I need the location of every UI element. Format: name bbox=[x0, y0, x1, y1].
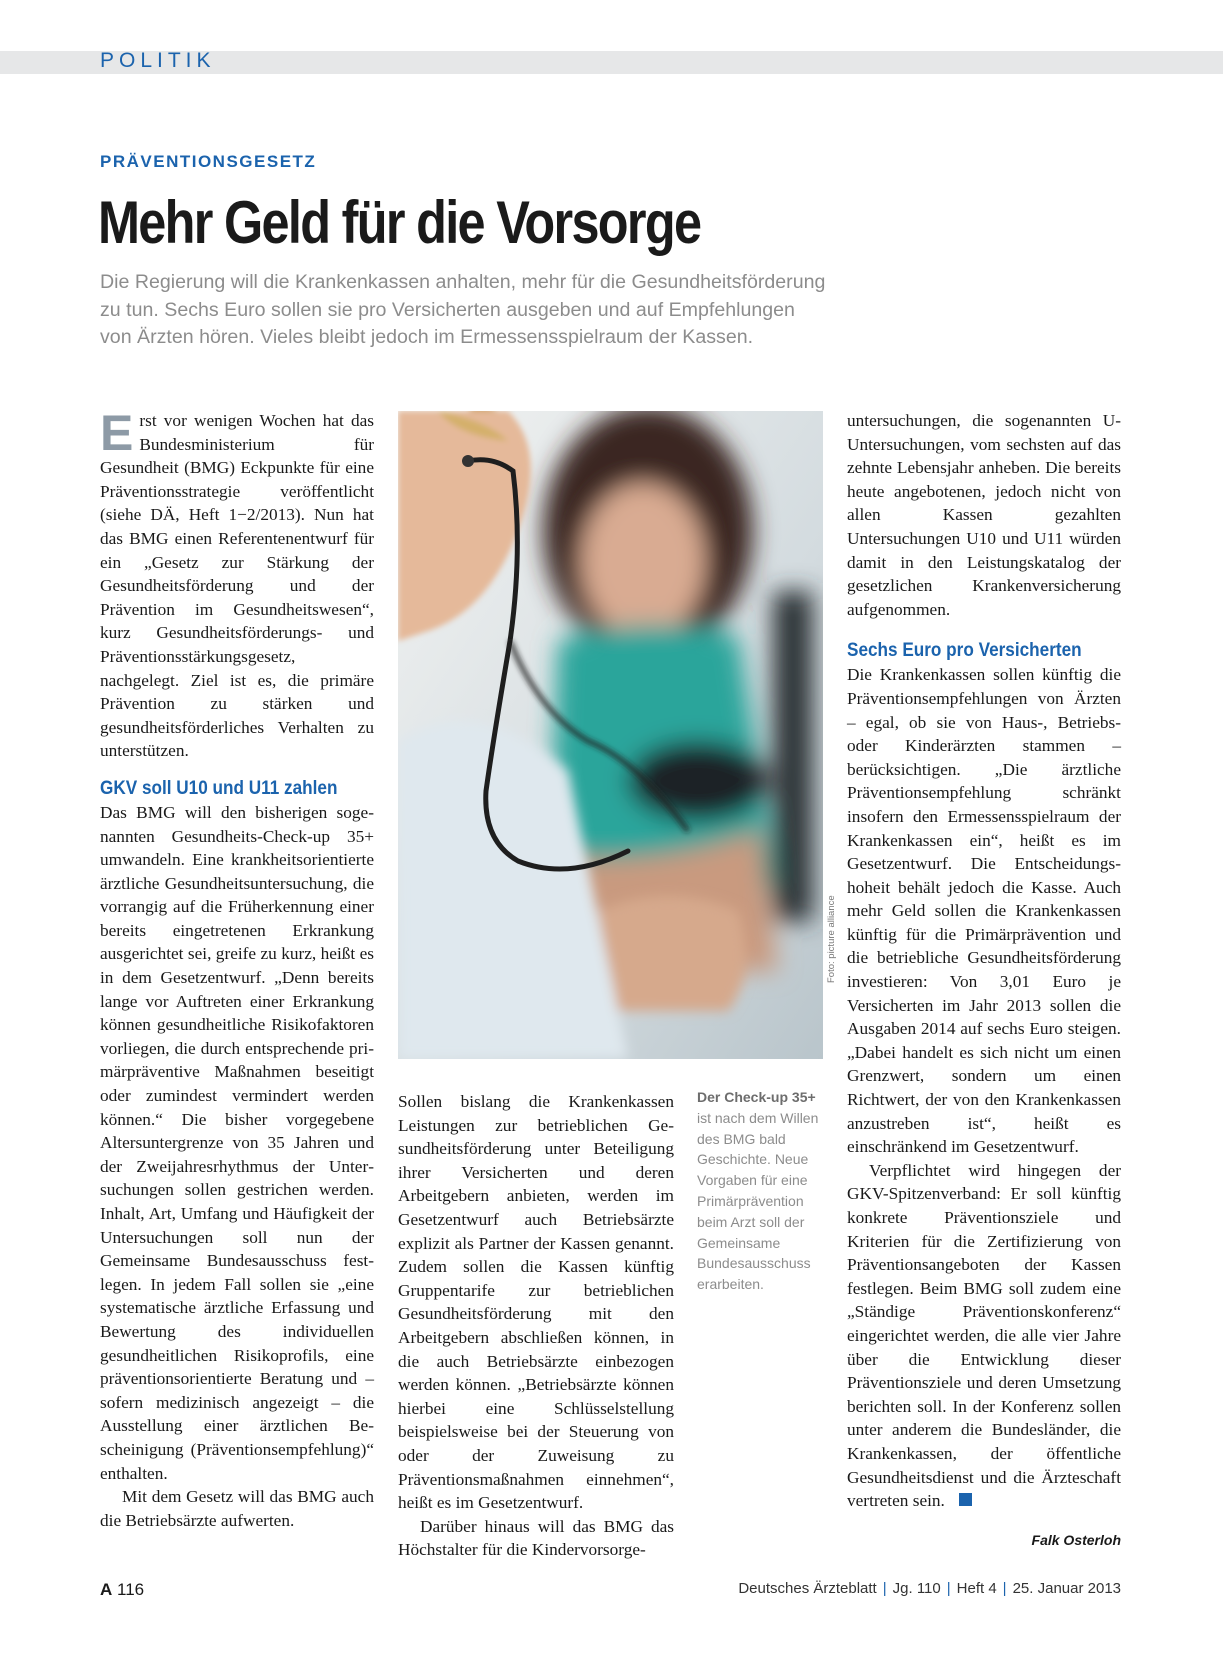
caption-text: ist nach dem Willen des BMG bald Geschichte. Neue Vorgaben für eine Primärprävention beim Arzt soll der Gemeinsame Bundesausschuss erarbeiten. bbox=[697, 1109, 819, 1293]
subheading-gkv: GKV soll U10 und U11 zahlen bbox=[100, 776, 338, 799]
lede bbox=[100, 269, 980, 352]
section-label: POLITIK bbox=[100, 49, 216, 72]
article-column-2 bbox=[398, 1090, 674, 1562]
closing-text: Verpflichtet wird hingegen der GKV-Spitzenverband: Er soll künftig konkrete Präventionsziele und Kriterien für die Zertifizierung von Präventionsangeboten der Kassen festlegen. Beim BMG soll zudem eine „Ständige Präventionskonferenz“ eingerichtet werden, die alle vier Jahre über die Entwicklung dieser Präventionsziele und deren Umsetzung berichten soll. In der Konferenz sollen unter anderem die Bundesländer, die Krankenkassen, der öffentliche Gesundheitsdienst und die Ärzteschaft vertreten sein. bbox=[847, 1160, 1121, 1511]
photo-credit: Foto: picture alliance bbox=[826, 895, 837, 983]
paragraph: Sollen bislang die Krankenkassen Leistungen zur betrieblichen Gesundheitsförderung unter Beteiligung ihrer Versicherten und deren Arbeitgebern anbieten, werden im Gesetzentwurf auch Betriebsärzte explizit als Partner der Kassen genannt. Zudem sollen die Kassen künftig Gruppentarife zur betrieblichen Gesundheitsförderung mit den Arbeitgebern abschließen können, in die auch Betriebsärzte einbezogen werden können. „Betriebsärzte können hierbei eine Schlüsselstellung beispielsweise bei der Steuerung von oder der Zuweisung zu Präventionsmaßnahmen einnehmen“, heißt es im Gesetzentwurf. bbox=[398, 1092, 674, 1513]
lede-line: von Ärzten hören. Vieles bleibt jedoch im Ermessensspielraum der Kassen. bbox=[100, 326, 754, 348]
end-mark-icon bbox=[959, 1493, 972, 1506]
author: Falk Osterloh bbox=[1031, 1532, 1121, 1548]
intro-paragraph bbox=[100, 405, 374, 763]
journal-volume: Jg. 110 bbox=[892, 1580, 941, 1597]
kicker: PRÄVENTIONSGESETZ bbox=[100, 152, 317, 171]
page-number-value: 116 bbox=[117, 1580, 145, 1599]
paragraph: Darüber hinaus will das BMG das Höchstalter für die Kindervorsorge- bbox=[398, 1516, 674, 1560]
journal-footer: Deutsches Ärzteblatt | Jg. 110 | Heft 4 | 25. Januar 2013 bbox=[738, 1580, 1121, 1597]
closing-paragraph bbox=[847, 1159, 1121, 1513]
intro-text: rst vor wenigen Wochen hat das Bundesministerium für Gesundheit (BMG) Eckpunkte für eine Präventionsstrategie veröffentlicht (siehe DÄ, Heft 1−2/2013). Nun hat das BMG einen Referentenentwurf für ein „Gesetz zur Stärkung der Gesundheitsförderung und der Prävention im Gesundheitswesen“, kurz Gesundheitsförderungs- und Präventionsstärkungsgesetz, nachgelegt. Ziel ist es, die primäre Prävention zu stärken und gesundheitsförderliches Verhalten zu unterstützen. bbox=[100, 411, 374, 761]
journal-name: Deutsches Ärzteblatt bbox=[738, 1580, 877, 1597]
doctor-blood-pressure-photo bbox=[398, 411, 823, 1059]
page-prefix: A bbox=[100, 1580, 113, 1599]
paragraph: Das BMG will den bisherigen sogenannten Gesundheits-Check-up 35+ umwandeln. Eine krankheitsorientierte ärztliche Gesundheitsuntersuchung, die vorrangig auf die Früherkennung einer bereits eingetretenen Erkrankung ausgerichtet sei, greife zu kurz, heißt es in dem Gesetzentwurf. „Denn bereits lange vor Auftreten einer Erkrankung können gesundheitliche Risikofaktoren vorliegen, die durch entsprechende primärpräventive Maßnahmen beseitigt oder zumindest vermindert werden können.“ Die bisher vorgegebene Altersuntergrenze von 35 Jahren und der Zweijahresrhythmus der Untersuchungen sollen gestrichen werden. Inhalt, Art, Umfang und Häufigkeit der Untersuchungen soll nun der Gemeinsame Bundesausschuss festlegen. In jedem Fall sollen sie „eine systematische ärztliche Erfassung und Bewertung des individuellen gesundheitlichen Risikoprofils, eine präventionsorientierte Beratung und – sofern medizinisch angezeigt – die Ausstellung einer ärztlichen Bescheinigung (Präventionsempfehlung)“ enthalten. bbox=[100, 802, 374, 1483]
article-column-1 bbox=[100, 405, 374, 1532]
journal-date: 25. Januar 2013 bbox=[1012, 1580, 1121, 1597]
caption-lead: Der Check-up 35+ bbox=[697, 1089, 816, 1105]
journal-issue: Heft 4 bbox=[956, 1580, 997, 1597]
drop-cap: E bbox=[100, 405, 134, 461]
page-number bbox=[100, 1580, 144, 1600]
article-photo bbox=[398, 411, 823, 1059]
headline: Mehr Geld für die Vorsorge bbox=[98, 189, 701, 256]
paragraph: untersuchungen, die sogenannten U-Untersuchungen, vom sechsten auf das zehnte Lebensjahr anheben. Die bereits heute angebotenen, jedoch nicht von allen Kassen gezahlten Untersuchungen U10 und U11 würden damit in den Leistungskatalog der gesetzlichen Krankenversicherung aufgenommen. bbox=[847, 411, 1121, 619]
photo-caption bbox=[697, 1087, 829, 1295]
subheading-sechs-euro: Sechs Euro pro Versicherten bbox=[847, 639, 1082, 662]
article-column-3 bbox=[847, 409, 1121, 1513]
lede-line: zu tun. Sechs Euro sollen sie pro Versicherten ausgeben und auf Empfehlungen bbox=[100, 298, 795, 321]
lede-line: Die Regierung will die Krankenkassen anhalten, mehr für die Gesundheitsförderung bbox=[100, 271, 826, 293]
paragraph: Die Krankenkassen sollen künftig die Präventionsempfehlungen von Ärzten – egal, ob sie von Haus-, Betriebs- oder Kinderärzten stammen – berücksichtigen. „Die ärztliche Präventionsempfehlung schränkt insofern den Ermessensspielraum der Krankenkassen ein“, heißt es im Gesetzentwurf. Die Entscheidungshoheit behält jedoch die Kasse. Auch mehr Geld sollen die Krankenkassen künftig für die Primärprävention und die betriebliche Gesundheitsförderung investieren: Von 3,01 Euro je Versicherten im Jahr 2013 sollen die Ausgaben 2014 auf sechs Euro steigen. „Dabei handelt es sich nicht um einen Grenzwert, sondern um einen Richtwert, der von den Krankenkassen anzustreben ist“, heißt es einschränkend im Gesetzentwurf. bbox=[847, 665, 1121, 1157]
paragraph: Mit dem Gesetz will das BMG auch die Betriebsärzte aufwerten. bbox=[100, 1487, 374, 1530]
